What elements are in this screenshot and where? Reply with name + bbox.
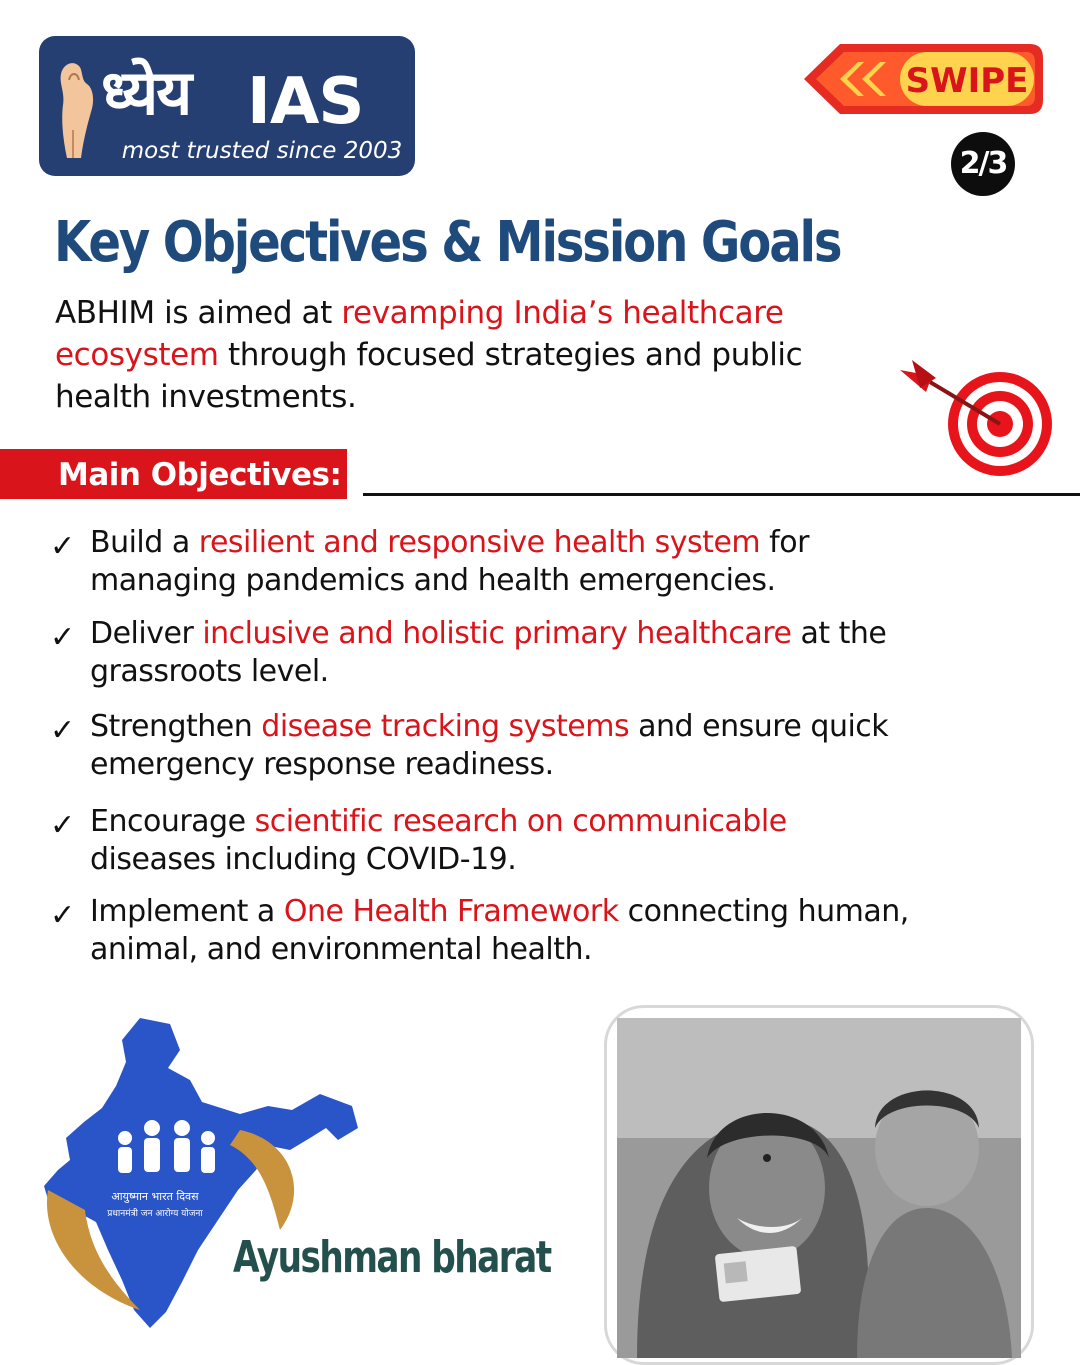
map-logo-text: आयुष्मान भारत दिवस	[111, 1190, 199, 1203]
check-icon: ✓	[50, 713, 76, 748]
intro-text: through focused strategies and public health investments.	[55, 337, 803, 415]
section-label: Main Objectives:	[58, 457, 342, 493]
objective-text: Build a resilient and responsive health system for managing pandemics and health emergencies.	[90, 525, 809, 598]
check-icon: ✓	[50, 620, 76, 655]
objective-text: Deliver inclusive and holistic primary healthcare at the grassroots level.	[90, 616, 887, 689]
brand-name-hindi: ध्येय	[101, 56, 191, 129]
intro-paragraph	[55, 292, 895, 418]
check-icon: ✓	[50, 529, 76, 564]
page-title: Key Objectives & Mission Goals	[54, 210, 841, 275]
section-divider	[363, 493, 1080, 496]
check-icon: ✓	[50, 898, 76, 933]
page-indicator: 2/3	[951, 132, 1015, 196]
brand-logo	[39, 36, 430, 176]
objective-text: Encourage scientific research on communicable diseases including COVID-19.	[90, 804, 787, 877]
objective-text: Implement a One Health Framework connecting human, animal, and environmental health.	[90, 894, 909, 967]
ayushman-bharat-map-logo	[30, 1010, 370, 1340]
brand-tagline: most trusted since 2003	[121, 138, 403, 164]
registered-mark: ®	[419, 64, 430, 77]
map-caption: Ayushman bharat	[233, 1232, 551, 1283]
target-icon	[890, 352, 1050, 482]
swipe-button[interactable]	[800, 40, 1045, 118]
mother-child-photo	[617, 1018, 1021, 1358]
swipe-label: SWIPE	[905, 61, 1029, 101]
photo-frame	[604, 1005, 1034, 1365]
check-icon: ✓	[50, 808, 76, 843]
map-logo-text: प्रधानमंत्री जन आरोग्य योजना	[107, 1209, 203, 1219]
intro-highlight: revamping India’s healthcare ecosystem	[55, 295, 784, 373]
objective-text: Strengthen disease tracking systems and ensure quick emergency response readiness.	[90, 709, 889, 782]
brand-name-latin: IAS	[247, 65, 364, 139]
intro-text: ABHIM is aimed at	[55, 295, 342, 331]
hand-icon	[53, 50, 97, 165]
